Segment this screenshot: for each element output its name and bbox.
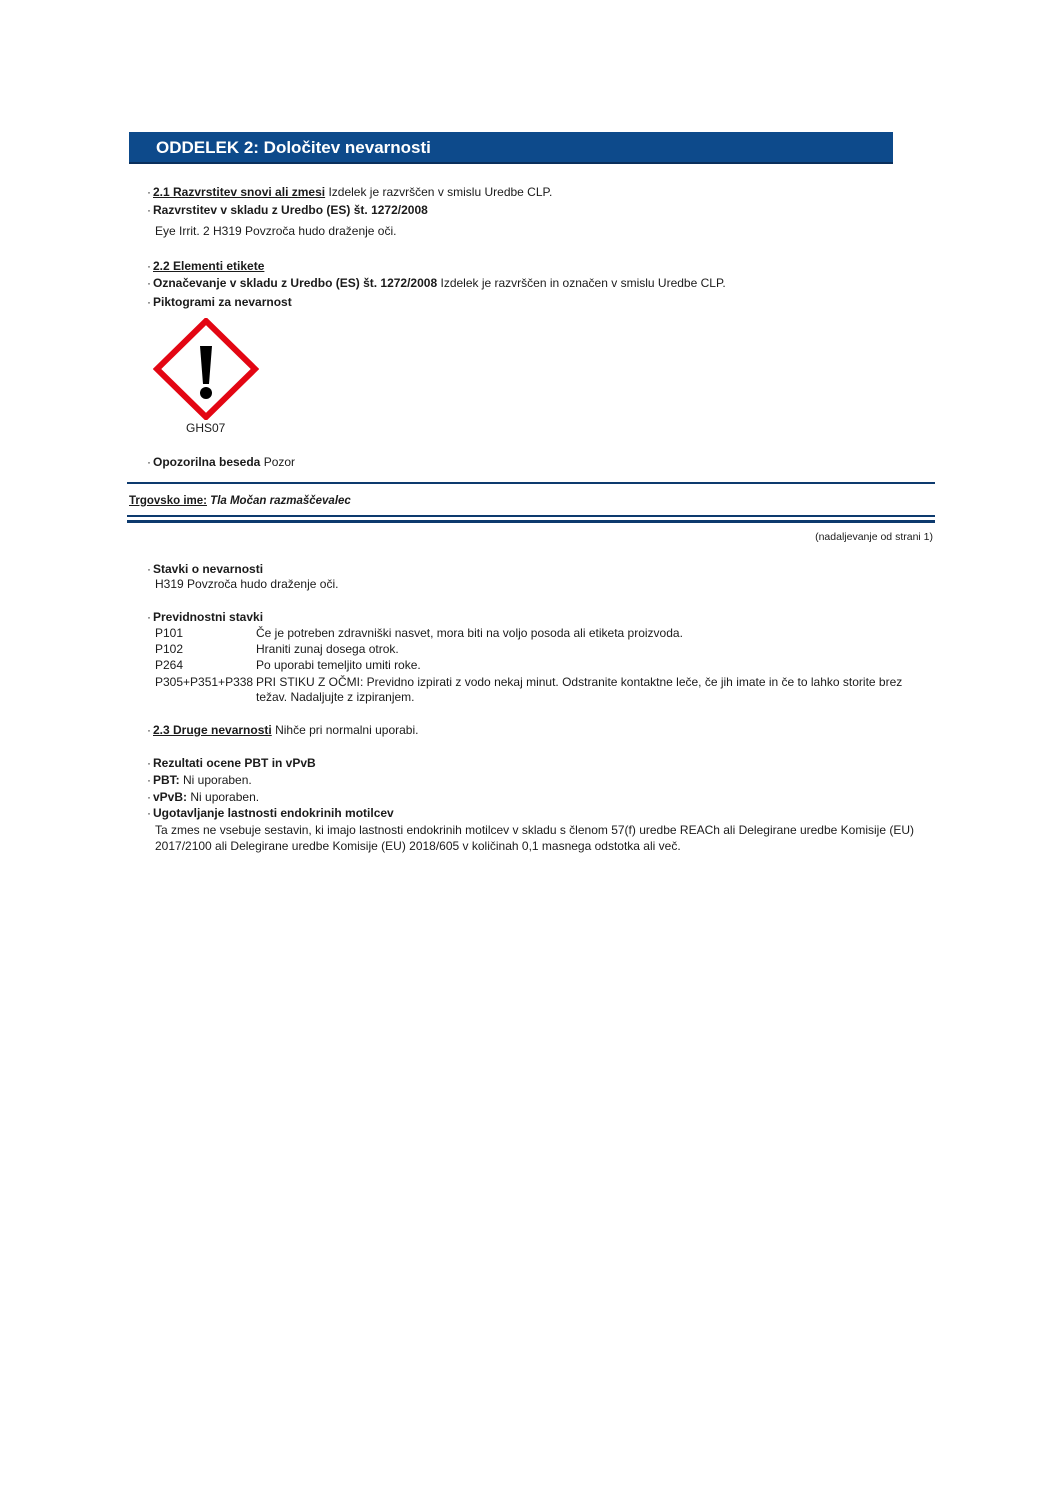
hazard-statements-text: H319 Povzroča hudo draženje oči. bbox=[155, 577, 339, 591]
signal-word-line bbox=[147, 455, 295, 470]
s23-heading: 2.3 Druge nevarnosti bbox=[153, 723, 272, 737]
p-text: Po uporabi temeljito umiti roke. bbox=[256, 658, 421, 672]
p-text: Hraniti zunaj dosega otrok. bbox=[256, 642, 399, 656]
bullet-dot: · bbox=[147, 773, 151, 787]
p-code: P305+P351+P338 bbox=[155, 675, 254, 689]
s22-pictograms-heading: Piktogrami za nevarnost bbox=[153, 295, 292, 309]
bullet-dot: · bbox=[147, 562, 151, 576]
hazard-statements-line bbox=[147, 562, 263, 577]
bullet-dot: · bbox=[147, 259, 151, 273]
s21-heading: 2.1 Razvrstitev snovi ali zmesi bbox=[153, 185, 326, 199]
trade-name-line bbox=[129, 495, 351, 507]
endocrine-text: Ta zmes ne vsebuje sestavin, ki imajo lastnosti endokrinih motilcev v skladu s členom 57(f) uredbe REACh ali Delegirane uredbe Komisije (EU) 2017/2100 ali Delegirane uredbe Komisije (EU) 2018/605 v količinah 0,1 masnega odstotka ali več. bbox=[155, 823, 915, 853]
bullet-dot: · bbox=[147, 203, 151, 217]
s21-sub-line bbox=[147, 203, 428, 218]
page-footer-rule bbox=[127, 482, 935, 484]
s22-labelling-line bbox=[147, 276, 726, 291]
bullet-dot: · bbox=[147, 756, 151, 770]
pictogram-label: GHS07 bbox=[186, 421, 226, 435]
endocrine-heading: Ugotavljanje lastnosti endokrinih motilcev bbox=[153, 806, 394, 820]
p-text: Če je potreben zdravniški nasvet, mora biti na voljo posoda ali etiketa proizvoda. bbox=[256, 626, 683, 640]
s21-text: Izdelek je razvrščen v smislu Uredbe CLP. bbox=[328, 185, 553, 199]
bullet-dot: · bbox=[147, 723, 151, 737]
pbt-value: Ni uporaben. bbox=[183, 773, 252, 787]
p-code: P101 bbox=[155, 626, 184, 640]
precautionary-line bbox=[147, 610, 263, 625]
s22-pictograms-line bbox=[147, 295, 292, 310]
precautionary-heading: Previdnostni stavki bbox=[153, 610, 264, 624]
s22-line bbox=[147, 259, 264, 274]
bullet-dot: · bbox=[147, 455, 151, 469]
bullet-dot: · bbox=[147, 806, 151, 820]
s23-line bbox=[147, 723, 418, 738]
s21-line bbox=[147, 185, 552, 200]
signal-word-heading: Opozorilna beseda bbox=[153, 455, 261, 469]
s23-text: Nihče pri normalni uporabi. bbox=[275, 723, 419, 737]
p-text: PRI STIKU Z OČMI: Previdno izpirati z vodo nekaj minut. Odstranite kontaktne leče, če jih imate in če to lahko storite brez težav. Nadaljujte z izpiranjem. bbox=[256, 675, 903, 704]
bullet-dot: · bbox=[147, 276, 151, 290]
s22-labelling-text: Izdelek je razvrščen in označen v smislu Uredbe CLP. bbox=[440, 276, 726, 290]
ghs07-exclamation-icon bbox=[153, 318, 259, 420]
bullet-dot: · bbox=[147, 610, 151, 624]
s22-heading: 2.2 Elementi etikete bbox=[153, 259, 265, 273]
endocrine-heading-line bbox=[147, 806, 394, 821]
vpvb-label: vPvB: bbox=[153, 790, 188, 804]
page-header-rule-top bbox=[127, 515, 935, 517]
section-title: ODDELEK 2: Določitev nevarnosti bbox=[129, 132, 893, 164]
page-header-rule-bottom bbox=[127, 520, 935, 523]
s21-subheading: Razvrstitev v skladu z Uredbo (ES) št. 1272/2008 bbox=[153, 203, 428, 217]
vpvb-line bbox=[147, 790, 259, 805]
bullet-dot: · bbox=[147, 185, 151, 199]
p-code: P102 bbox=[155, 642, 184, 656]
s21-classification: Eye Irrit. 2 H319 Povzroča hudo draženje oči. bbox=[155, 224, 397, 238]
bullet-dot: · bbox=[147, 295, 151, 309]
s22-labelling-heading: Označevanje v skladu z Uredbo (ES) št. 1272/2008 bbox=[153, 276, 438, 290]
trade-name: Tla Močan razmaščevalec bbox=[210, 495, 351, 507]
vpvb-value: Ni uporaben. bbox=[190, 790, 260, 804]
bullet-dot: · bbox=[147, 790, 151, 804]
hazard-statements-heading: Stavki o nevarnosti bbox=[153, 562, 264, 576]
trade-name-label: Trgovsko ime: bbox=[129, 495, 207, 507]
pbt-label: PBT: bbox=[153, 773, 180, 787]
pbt-line bbox=[147, 773, 252, 788]
pbt-heading: Rezultati ocene PBT in vPvB bbox=[153, 756, 316, 770]
p-code: P264 bbox=[155, 658, 184, 672]
continuation-note: (nadaljevanje od strani 1) bbox=[815, 531, 933, 543]
pbt-heading-line bbox=[147, 756, 316, 771]
signal-word: Pozor bbox=[263, 455, 296, 469]
